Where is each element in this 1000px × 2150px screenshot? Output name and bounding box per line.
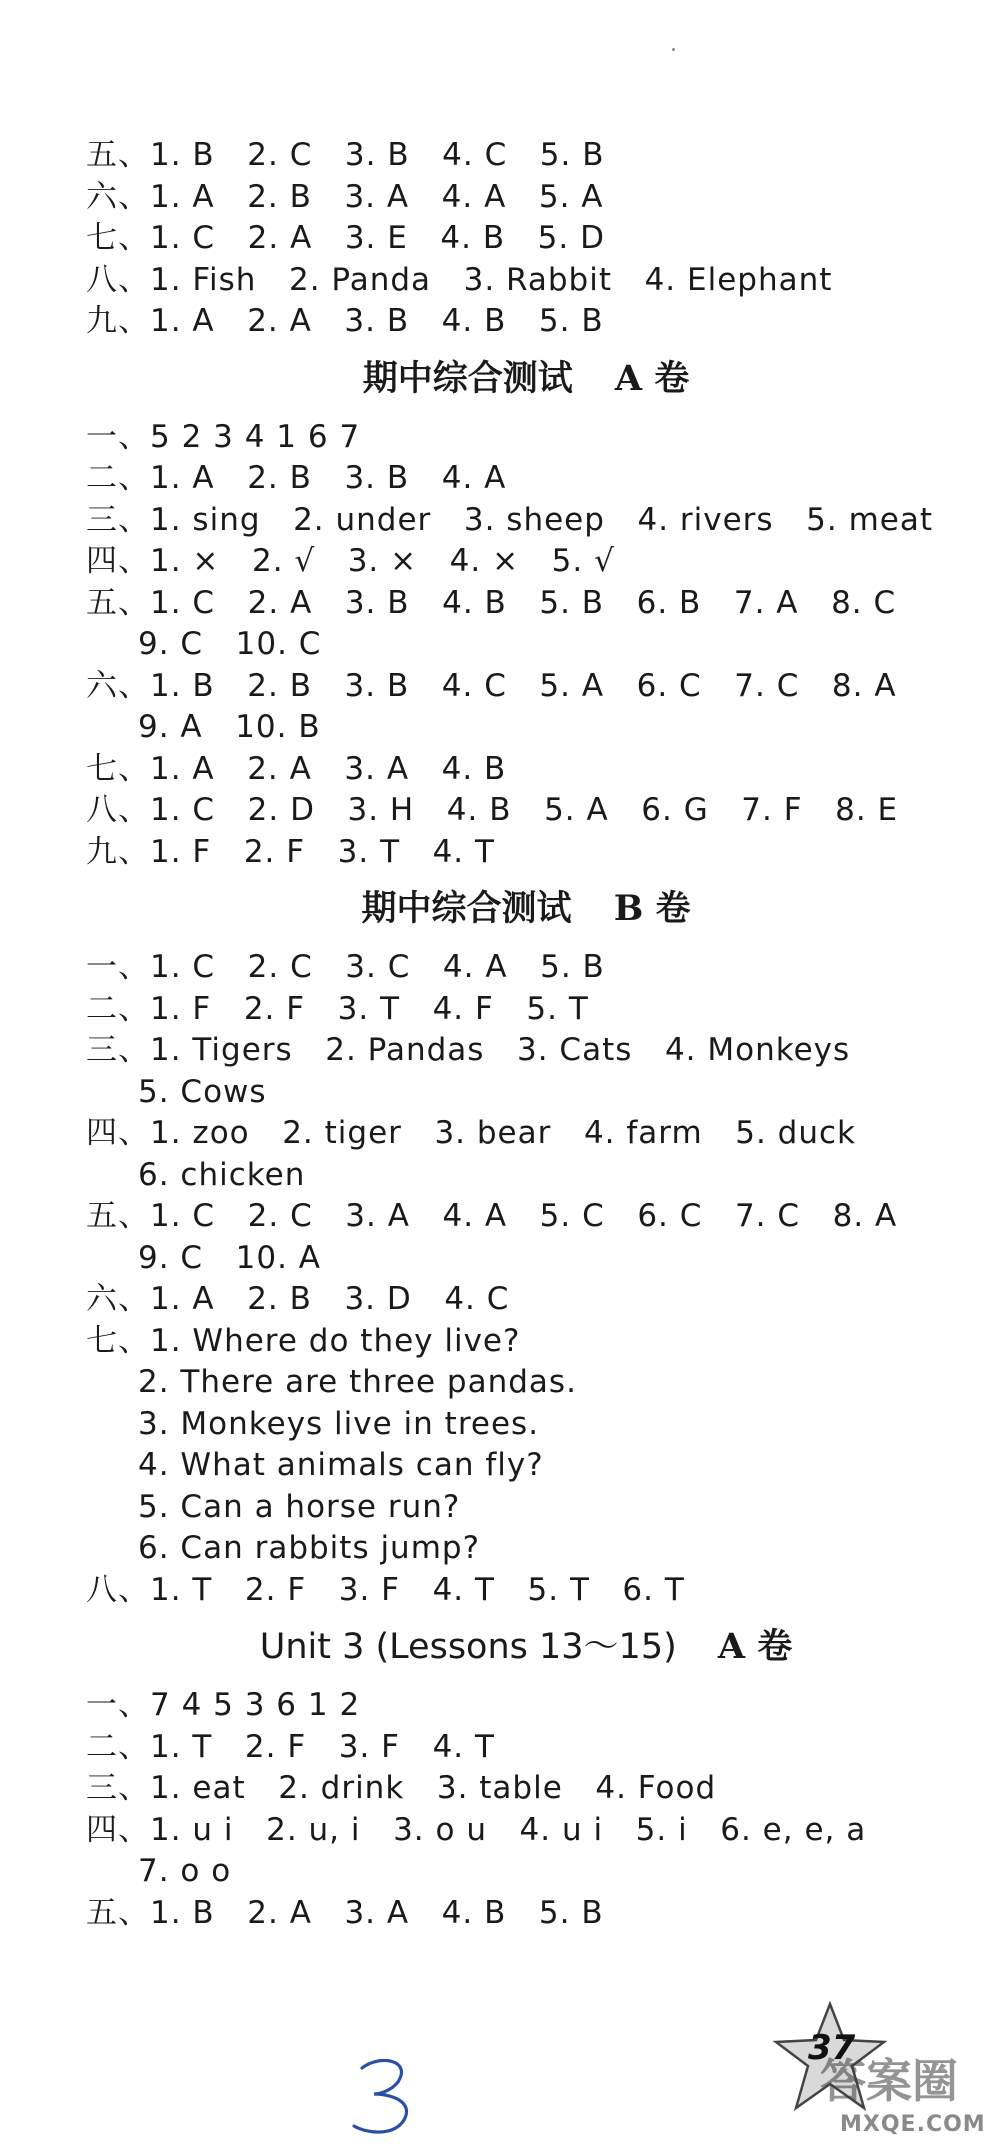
answer-line: 四、1. × 2. √ 3. × 4. × 5. √ <box>86 543 615 579</box>
answer-line: 一、1. C 2. C 3. C 4. A 5. B <box>86 949 605 985</box>
answer-line: 三、1. eat 2. drink 3. table 4. Food <box>86 1770 717 1806</box>
handwritten-mark <box>340 2050 430 2140</box>
watermark-url: MXQE.COM <box>840 2112 986 2137</box>
answer-line: 六、1. B 2. B 3. B 4. C 5. A 6. C 7. C 8. A <box>86 667 897 704</box>
section-b-heading <box>86 889 966 929</box>
answer-line: 5. Cows <box>138 1073 267 1110</box>
unit3-heading <box>86 1627 966 1667</box>
answer-line: 二、1. F 2. F 3. T 4. F 5. T <box>86 990 589 1027</box>
answer-line: 三、1. sing 2. under 3. sheep 4. rivers 5. meat <box>86 501 933 538</box>
answer-line: 八、1. T 2. F 3. F 4. T 5. T 6. T <box>86 1571 685 1608</box>
answer-line: 五、1. B 2. C 3. B 4. C 5. B <box>86 137 605 173</box>
answer-line: 五、1. C 2. C 3. A 4. A 5. C 6. C 7. C 8. A <box>86 1198 898 1234</box>
section-a-title: 期中综合测试 <box>362 357 573 399</box>
answer-line: 八、1. Fish 2. Panda 3. Rabbit 4. Elephant <box>86 261 833 298</box>
answer-line: 三、1. Tigers 2. Pandas 3. Cats 4. Monkeys <box>86 1032 851 1068</box>
watermark-logo: 答案圈 <box>820 2054 958 2108</box>
section-a-answers <box>86 417 966 874</box>
speck-dot <box>672 48 675 51</box>
block1 <box>86 135 966 343</box>
answer-line: 2. There are three pandas. <box>138 1364 577 1400</box>
answer-line: 9. C 10. A <box>138 1239 321 1276</box>
answer-line: 五、1. C 2. A 3. B 4. B 5. B 6. B 7. A 8. C <box>86 584 897 621</box>
answer-line: 七、1. A 2. A 3. A 4. B <box>86 750 507 787</box>
answer-line: 二、1. A 2. B 3. B 4. A <box>86 460 507 496</box>
answer-line: 一、7 4 5 3 6 1 2 <box>86 1687 361 1723</box>
answer-line: 五、1. B 2. A 3. A 4. B 5. B <box>86 1894 604 1931</box>
answer-line: 九、1. A 2. A 3. B 4. B 5. B <box>86 303 604 339</box>
answer-line: 一、5 2 3 4 1 6 7 <box>86 418 361 455</box>
answer-line: 4. What animals can fly? <box>138 1447 544 1483</box>
answer-line: 六、1. A 2. B 3. D 4. C <box>86 1281 510 1317</box>
answer-line: 9. C 10. C <box>138 626 322 662</box>
section-b-volume: B 卷 <box>613 888 691 929</box>
answer-line: 二、1. T 2. F 3. F 4. T <box>86 1728 495 1765</box>
section-a-volume: A 卷 <box>614 357 690 399</box>
section-b-title: 期中综合测试 <box>361 888 572 929</box>
answer-line: 6. Can rabbits jump? <box>138 1530 481 1566</box>
answer-key-content <box>86 135 966 1934</box>
page-number: 37 <box>808 2028 856 2068</box>
unit3-title: Unit 3 (Lessons 13～15) <box>259 1627 677 1667</box>
answer-line: 7. o o <box>138 1853 232 1889</box>
answer-line: 6. chicken <box>138 1156 306 1193</box>
answer-line: 四、1. u i 2. u, i 3. o u 4. u i 5. i 6. e, e, a <box>86 1811 867 1848</box>
answer-line: 9. A 10. B <box>138 709 321 745</box>
answer-line: 六、1. A 2. B 3. A 4. A 5. A <box>86 178 604 215</box>
answer-line: 3. Monkeys live in trees. <box>138 1405 540 1442</box>
answer-line: 七、1. C 2. A 3. E 4. B 5. D <box>86 220 605 256</box>
answer-line: 5. Can a horse run? <box>138 1488 461 1525</box>
unit3-answers <box>86 1685 966 1934</box>
unit3-volume: A 卷 <box>717 1626 793 1667</box>
answer-line: 八、1. C 2. D 3. H 4. B 5. A 6. G 7. F 8. E <box>86 792 899 828</box>
answer-line: 四、1. zoo 2. tiger 3. bear 4. farm 5. duck <box>86 1115 856 1151</box>
answer-line: 七、1. Where do they live? <box>86 1322 521 1359</box>
section-b-answers <box>86 947 966 1611</box>
answer-line: 九、1. F 2. F 3. T 4. T <box>86 833 495 870</box>
section-a-heading <box>86 359 966 399</box>
